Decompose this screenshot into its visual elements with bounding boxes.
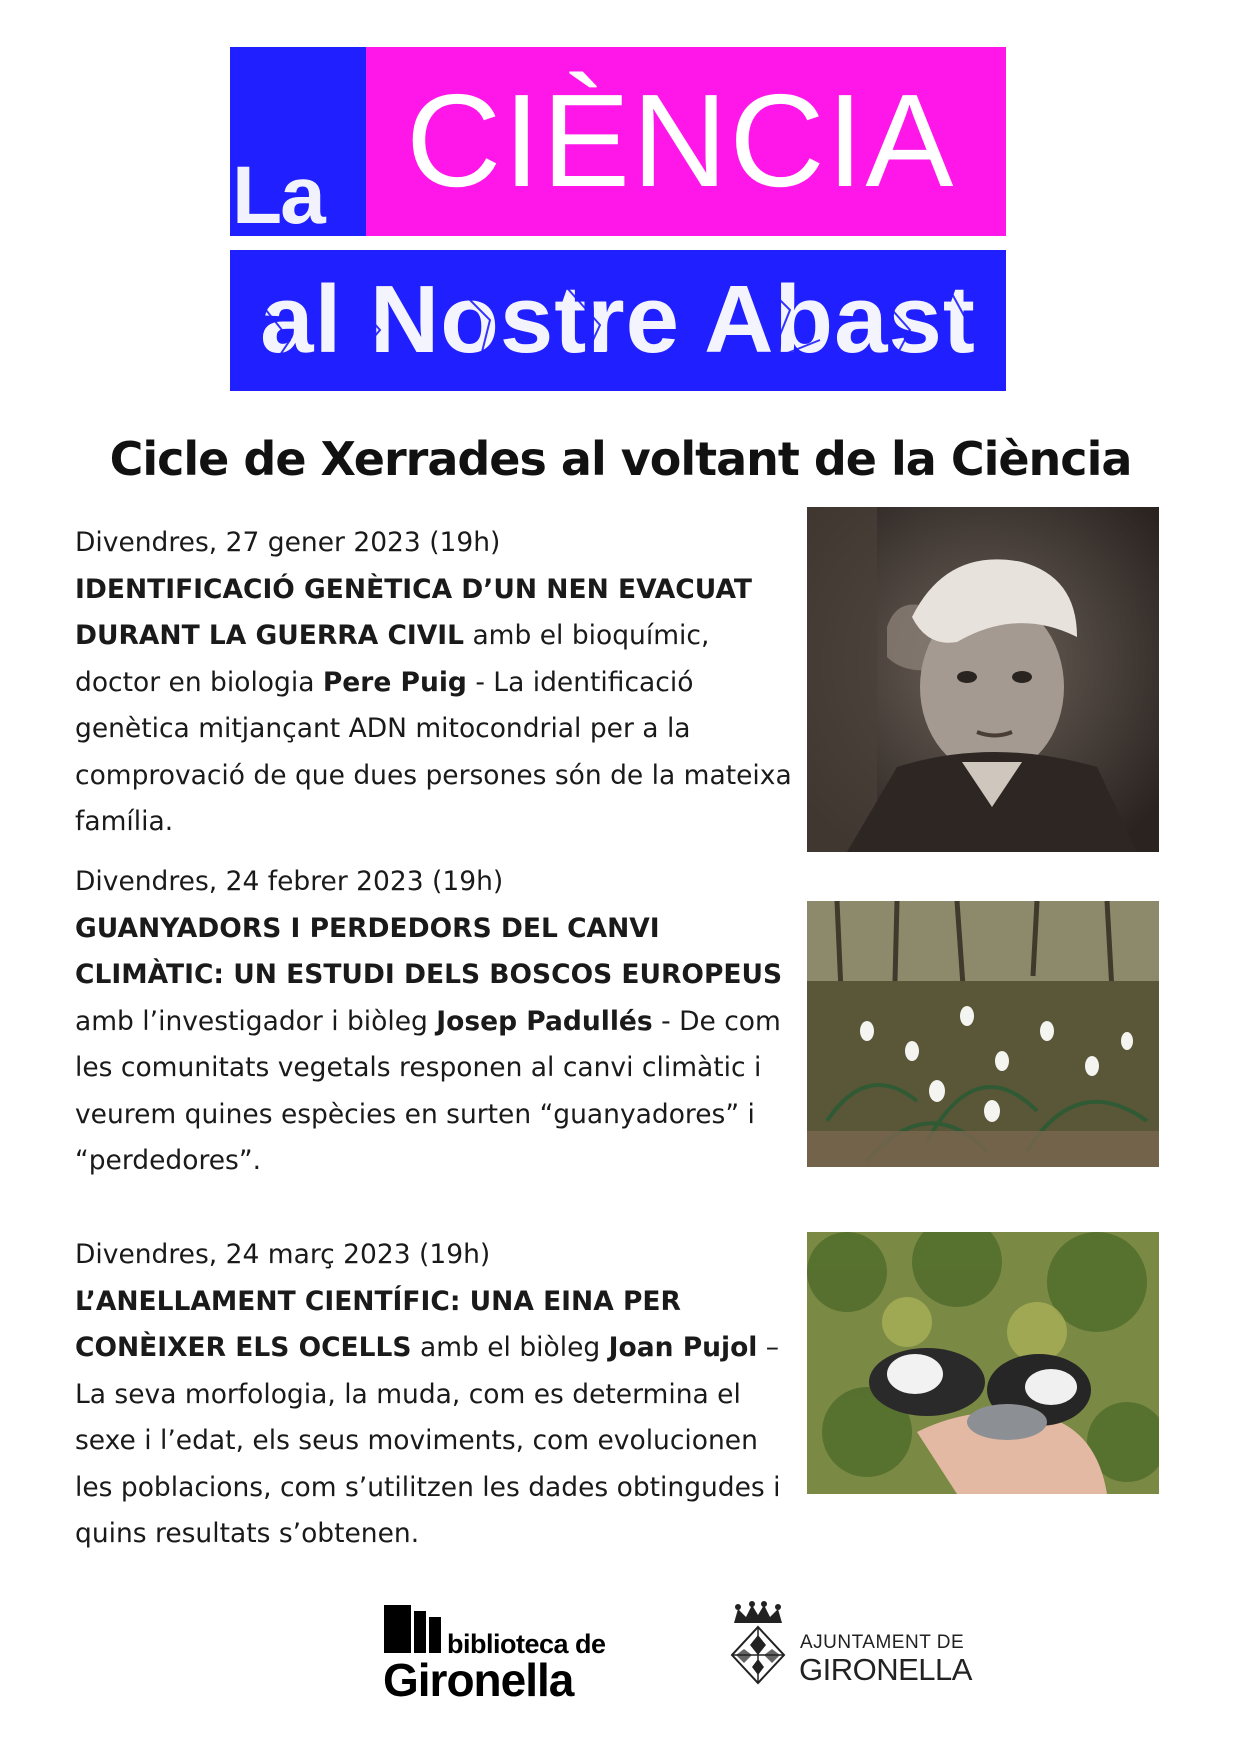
- event-speaker: Pere Puig: [322, 666, 467, 698]
- banner-subtitle-text: al Nostre Abast: [260, 266, 976, 373]
- event-intro: amb l’investigador i biòleg: [75, 1005, 437, 1037]
- event-description: – La seva morfologia, la muda, com es determina el sexe i l’edat, els seus moviments, com evolucionen les poblacions, com s’utilitzen les dades obtingudes i quins resultats s’obtenen.: [75, 1332, 781, 1549]
- event-headline: L’ANELLAMENT CIENTÍFIC: UNA EINA PER CONÈIXER ELS OCELLS: [75, 1285, 681, 1363]
- banner-bottom: [230, 250, 1006, 391]
- event-date: Divendres, 24 març 2023 (19h): [75, 1239, 491, 1270]
- event-intro: amb el bioquímic, doctor en biologia: [75, 620, 710, 698]
- coat-of-arms-icon: [728, 1601, 788, 1701]
- page-title: Cicle de Xerrades al voltant de la Ciència: [109, 432, 1132, 486]
- event-speaker: Joan Pujol: [608, 1332, 758, 1363]
- ajuntament-bottom-text: GIRONELLA: [799, 1652, 972, 1687]
- event-date: Divendres, 27 gener 2023 (19h): [75, 527, 501, 558]
- event-3: [75, 1232, 800, 1558]
- books-icon: [384, 1605, 444, 1653]
- banner-ciencia-text: CIÈNCIA: [406, 67, 956, 214]
- event-3-photo: [807, 1232, 1159, 1494]
- event-2: [75, 859, 800, 1185]
- banner-top: [230, 47, 1006, 241]
- event-intro: amb el biòleg: [411, 1332, 609, 1363]
- ajuntament-top-text: AJUNTAMENT DE: [800, 1632, 965, 1653]
- event-date: Divendres, 24 febrer 2023 (19h): [75, 866, 504, 897]
- event-headline: GUANYADORS I PERDEDORS DEL CANVI CLIMÀTIC: UN ESTUDI DELS BOSCOS EUROPEUS: [75, 912, 783, 990]
- event-description: - De com les comunitats vegetals responen al canvi climàtic i veurem quines espècies en surten “guanyadores” i “perdedores”.: [75, 1005, 781, 1176]
- biblioteca-logo: [383, 1605, 623, 1706]
- biblioteca-top-text: biblioteca de: [447, 1629, 606, 1659]
- event-2-photo: [807, 901, 1159, 1167]
- ajuntament-logo: [728, 1601, 972, 1701]
- event-1: [75, 520, 800, 846]
- event-speaker: Josep Padullés: [436, 1005, 653, 1037]
- event-description: - La identificació genètica mitjançant ADN mitocondrial per a la comprovació de que dues persones són de la mateixa família.: [75, 666, 792, 837]
- event-headline: IDENTIFICACIÓ GENÈTICA D’UN NEN EVACUAT DURANT LA GUERRA CIVIL: [75, 573, 752, 651]
- event-1-photo: [807, 507, 1159, 852]
- biblioteca-bottom-text: Gironella: [383, 1654, 574, 1706]
- banner-la-text: La: [232, 150, 324, 241]
